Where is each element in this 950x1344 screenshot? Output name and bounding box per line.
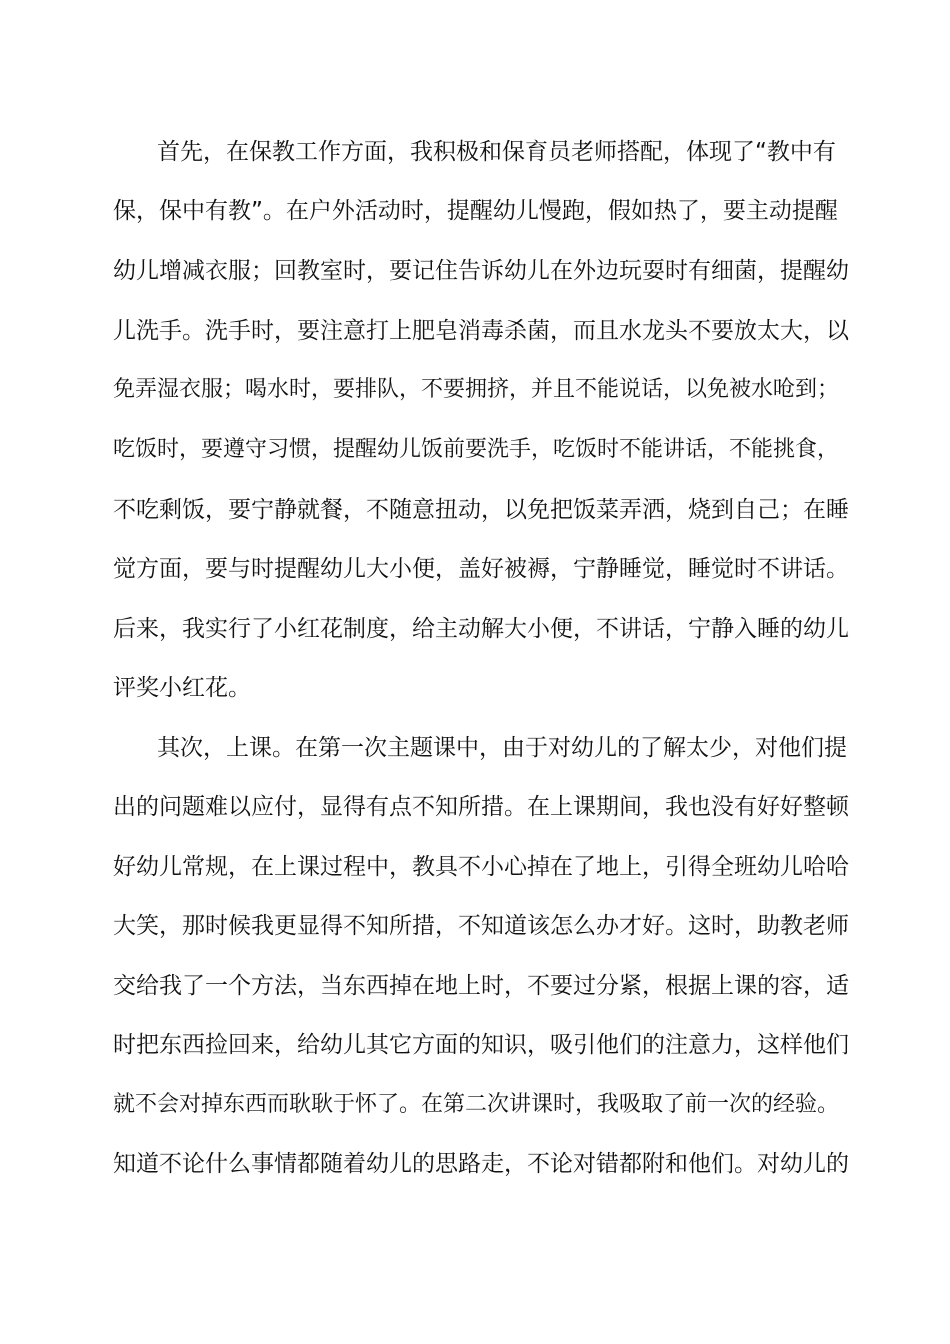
text-line-5: 免弄湿衣服；喝水时，要排队，不要拥挤，并且不能说话，以免被水呛到； [113,377,840,402]
text-line-10: 评奖小红花。 [113,675,251,701]
text-line-3: 幼儿增减衣服；回教室时，要记住告诉幼儿在外边玩耍时有细菌，提醒幼 [113,258,849,284]
text-line-16: 时把东西捡回来，给幼儿其它方面的知识，吸引他们的注意力，这样他们 [113,1032,849,1058]
text-line-8: 觉方面，要与时提醒幼儿大小便，盖好被褥，宁静睡觉，睡觉时不讲话。 [113,556,849,582]
text-line-17: 就不会对掉东西而耿耿于怀了。在第二次讲课时，我吸取了前一次的经验。 [113,1092,840,1117]
text-line-12: 出的问题难以应付，显得有点不知所措。在上课期间，我也没有好好整顿 [113,794,849,820]
text-line-13: 好幼儿常规，在上课过程中，教具不小心掉在了地上，引得全班幼儿哈哈 [113,854,849,880]
text-line-2: 保，保中有教”。在户外活动时，提醒幼儿慢跑，假如热了，要主动提醒 [113,198,838,224]
text-line-9: 后来，我实行了小红花制度，给主动解大小便，不讲话，宁静入睡的幼儿 [113,616,849,642]
text-line-4: 儿洗手。洗手时，要注意打上肥皂消毒杀菌，而且水龙头不要放太大，以 [113,318,849,344]
text-line-1: 首先，在保教工作方面，我积极和保育员老师搭配，体现了“教中有 [157,139,836,165]
text-line-15: 交给我了一个方法，当东西掉在地上时，不要过分紧，根据上课的容，适 [113,973,849,999]
text-line-14: 大笑，那时候我更显得不知所措，不知道该怎么办才好。这时，助教老师 [113,913,849,939]
text-line-6: 吃饭时，要遵守习惯，提醒幼儿饭前要洗手，吃饭时不能讲话，不能挑食， [113,437,840,462]
text-line-11: 其次，上课。在第一次主题课中，由于对幼儿的了解太少，对他们提 [157,735,847,761]
text-line-7: 不吃剩饭，要宁静就餐，不随意扭动，以免把饭菜弄洒，烧到自己；在睡 [113,497,849,523]
text-line-18: 知道不论什么事情都随着幼儿的思路走，不论对错都附和他们。对幼儿的 [113,1151,849,1177]
